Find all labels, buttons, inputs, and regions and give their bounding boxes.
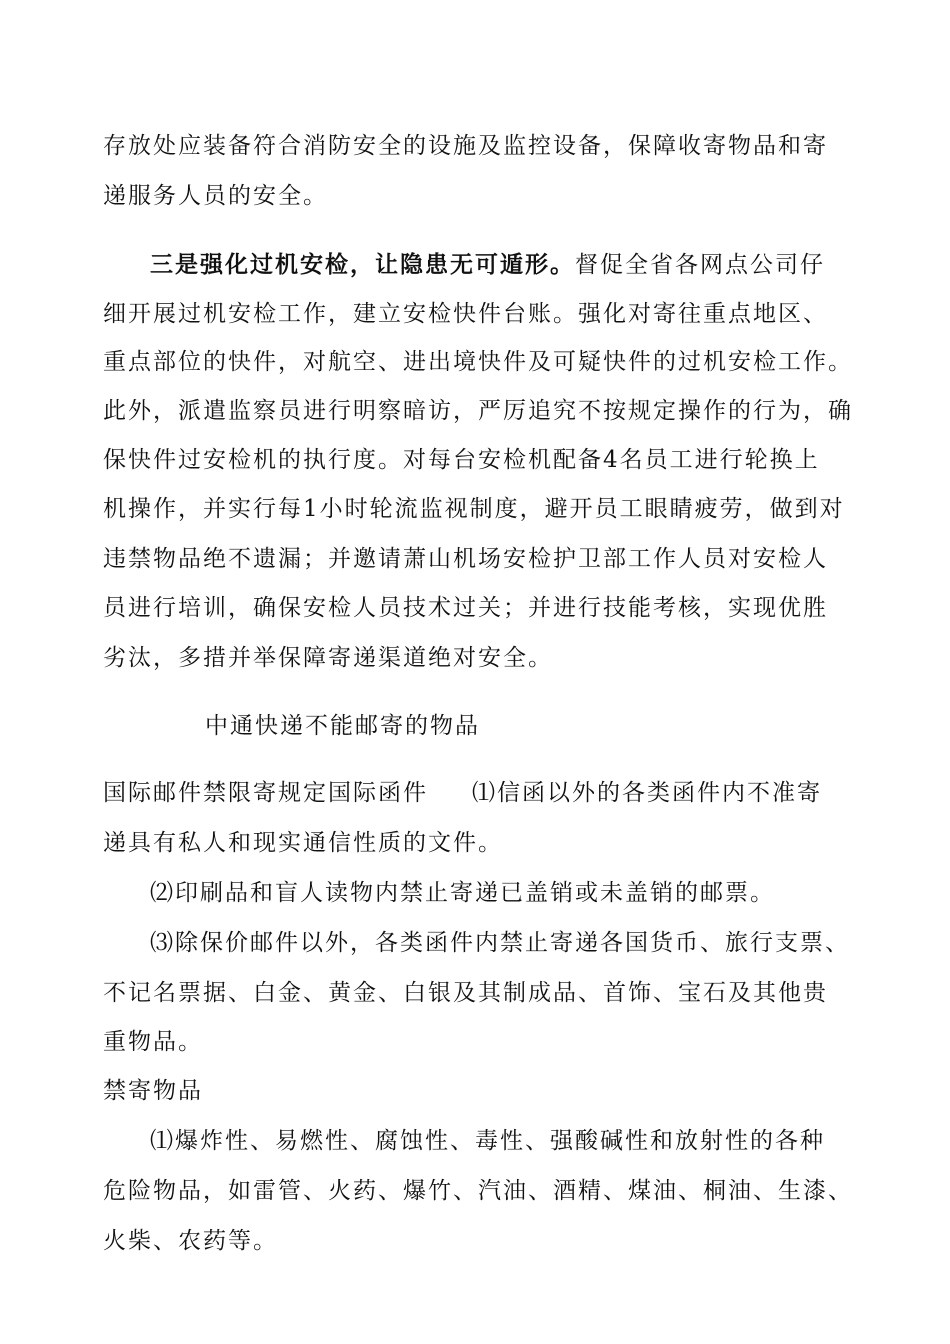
paragraph-line: 细开展过机安检工作，建立安检快件台账。强化对寄往重点地区、 [103, 301, 828, 327]
intl-heading: 国际邮件禁限寄规定国际函件 [103, 780, 428, 806]
paragraph-line: ⑶除保价邮件以外，各类函件内禁止寄递各国货币、旅行支票、 [150, 930, 850, 956]
paragraph-line: 员进行培训，确保安检人员技术过关；并进行技能考核，实现优胜 [103, 595, 828, 621]
paragraph-line: 劣汰，多措并举保障寄递渠道绝对安全。 [103, 645, 553, 671]
paragraph-line: 违禁物品绝不遗漏；并邀请萧山机场安检护卫部工作人员对安检人 [103, 546, 828, 572]
paragraph-line: 重点部位的快件，对航空、进出境快件及可疑快件的过机安检工作。 [103, 349, 853, 375]
paragraph-line: 火柴、农药等。 [103, 1228, 278, 1254]
paragraph-line: ⑴爆炸性、易燃性、腐蚀性、毒性、强酸碱性和放射性的各种 [150, 1128, 825, 1154]
subheading: 禁寄物品 [103, 1078, 203, 1104]
paragraph-line: 存放处应装备符合消防安全的设施及监控设备，保障收寄物品和寄 [103, 133, 828, 159]
paragraph-line: 机操作，并实行每1小时轮流监视制度，避开员工眼睛疲劳，做到对 [103, 496, 845, 522]
paragraph-line: 危险物品，如雷管、火药、爆竹、汽油、酒精、煤油、桐油、生漆、 [103, 1178, 853, 1204]
section-title: 中通快递不能邮寄的物品 [205, 713, 480, 739]
paragraph-line: ⑵印刷品和盲人读物内禁止寄递已盖销或未盖销的邮票。 [150, 880, 775, 906]
paragraph-line: 递服务人员的安全。 [103, 183, 328, 209]
paragraph-line: 此外，派遣监察员进行明察暗访，严厉追究不按规定操作的行为，确 [103, 398, 853, 424]
paragraph-text: ⑴信函以外的各类函件内不准寄 [472, 780, 822, 806]
paragraph-text: 督促全省各网点公司仔 [575, 252, 825, 278]
paragraph-line [150, 250, 910, 280]
paragraph-line: 递具有私人和现实通信性质的文件。 [103, 830, 503, 856]
paragraph-line: 重物品。 [103, 1029, 203, 1055]
paragraph-line: 不记名票据、白金、黄金、白银及其制成品、首饰、宝石及其他贵 [103, 980, 828, 1006]
bold-lead-text: 三是强化过机安检，让隐患无可遁形。 [150, 251, 575, 278]
paragraph-line [103, 778, 863, 808]
paragraph-line: 保快件过安检机的执行度。对每台安检机配备4名员工进行轮换上 [103, 447, 820, 473]
